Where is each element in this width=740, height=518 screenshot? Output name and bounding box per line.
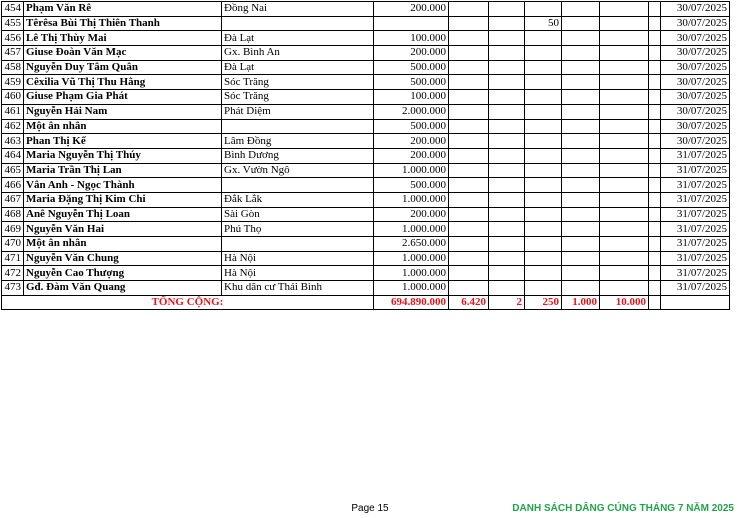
total-col-1: 6.420 [449, 295, 489, 310]
spacer-cell [649, 192, 661, 207]
extra-col-1 [449, 119, 489, 134]
total-col-2: 2 [489, 295, 525, 310]
table-row [2, 266, 730, 281]
total-amount: 694.890.000 [374, 295, 449, 310]
table-row [2, 178, 730, 193]
donation-date: 30/07/2025 [661, 2, 730, 17]
extra-col-3 [525, 237, 562, 252]
donor-name: Nguyễn Hải Nam [24, 104, 222, 119]
extra-col-3 [525, 207, 562, 222]
row-number: 469 [2, 222, 24, 237]
extra-col-5 [600, 148, 649, 163]
table-row [2, 46, 730, 61]
spacer-cell [649, 119, 661, 134]
extra-col-3 [525, 163, 562, 178]
row-number: 456 [2, 31, 24, 46]
extra-col-2 [489, 60, 525, 75]
donation-date: 31/07/2025 [661, 281, 730, 296]
donor-location: Hà Nội [222, 266, 374, 281]
spacer-cell [649, 90, 661, 105]
donor-name: Maria Trần Thị Lan [24, 163, 222, 178]
donor-location: Đà Lạt [222, 31, 374, 46]
donor-name: Têrêsa Bùi Thị Thiên Thanh [24, 16, 222, 31]
table-row [2, 2, 730, 17]
extra-col-1 [449, 178, 489, 193]
donor-location [222, 119, 374, 134]
donation-amount: 100.000 [374, 31, 449, 46]
donation-date: 30/07/2025 [661, 134, 730, 149]
extra-col-3 [525, 90, 562, 105]
table-row [2, 222, 730, 237]
donation-amount: 500.000 [374, 60, 449, 75]
spacer-cell [649, 178, 661, 193]
extra-col-1 [449, 281, 489, 296]
table-row [2, 104, 730, 119]
extra-col-1 [449, 31, 489, 46]
extra-col-1 [449, 207, 489, 222]
donation-amount: 2.000.000 [374, 104, 449, 119]
extra-col-3 [525, 192, 562, 207]
extra-col-3 [525, 75, 562, 90]
donor-name: Cêxilia Vũ Thị Thu Hằng [24, 75, 222, 90]
extra-col-3 [525, 178, 562, 193]
extra-col-5 [600, 163, 649, 178]
spacer-cell [649, 251, 661, 266]
extra-col-5 [600, 31, 649, 46]
row-number: 458 [2, 60, 24, 75]
extra-col-4 [562, 134, 600, 149]
extra-col-3: 50 [525, 16, 562, 31]
spacer-cell [649, 148, 661, 163]
extra-col-2 [489, 237, 525, 252]
row-number: 471 [2, 251, 24, 266]
table-row [2, 192, 730, 207]
row-number: 472 [2, 266, 24, 281]
extra-col-1 [449, 2, 489, 17]
donation-date: 30/07/2025 [661, 60, 730, 75]
donor-name: Gđ. Đàm Văn Quang [24, 281, 222, 296]
spacer-cell [649, 266, 661, 281]
extra-col-2 [489, 192, 525, 207]
extra-col-2 [489, 266, 525, 281]
extra-col-2 [489, 178, 525, 193]
extra-col-5 [600, 16, 649, 31]
extra-col-4 [562, 192, 600, 207]
extra-col-1 [449, 104, 489, 119]
extra-col-4 [562, 119, 600, 134]
extra-col-1 [449, 75, 489, 90]
table-row [2, 60, 730, 75]
donation-date: 31/07/2025 [661, 222, 730, 237]
spacer-cell [649, 16, 661, 31]
donor-location: Lâm Đồng [222, 134, 374, 149]
donor-location [222, 16, 374, 31]
extra-col-3 [525, 148, 562, 163]
extra-col-3 [525, 31, 562, 46]
extra-col-4 [562, 2, 600, 17]
extra-col-2 [489, 31, 525, 46]
donation-amount: 200.000 [374, 2, 449, 17]
donor-name: Giuse Đoàn Văn Mạc [24, 46, 222, 61]
extra-col-1 [449, 251, 489, 266]
donor-name: Maria Nguyễn Thị Thúy [24, 148, 222, 163]
total-label: TỔNG CỘNG: [2, 295, 374, 310]
extra-col-3 [525, 134, 562, 149]
spacer-cell [649, 281, 661, 296]
donation-amount: 1.000.000 [374, 281, 449, 296]
extra-col-1 [449, 222, 489, 237]
extra-col-2 [489, 134, 525, 149]
extra-col-5 [600, 119, 649, 134]
extra-col-1 [449, 90, 489, 105]
extra-col-5 [600, 60, 649, 75]
extra-col-4 [562, 104, 600, 119]
donation-date: 31/07/2025 [661, 163, 730, 178]
extra-col-4 [562, 16, 600, 31]
table-row [2, 134, 730, 149]
extra-col-3 [525, 251, 562, 266]
extra-col-1 [449, 148, 489, 163]
donation-amount: 1.000.000 [374, 222, 449, 237]
donation-date: 31/07/2025 [661, 207, 730, 222]
donor-name: Một ân nhân [24, 237, 222, 252]
spacer-cell [649, 207, 661, 222]
donation-amount: 200.000 [374, 134, 449, 149]
extra-col-4 [562, 222, 600, 237]
extra-col-3 [525, 281, 562, 296]
row-number: 459 [2, 75, 24, 90]
extra-col-1 [449, 46, 489, 61]
donation-date: 31/07/2025 [661, 266, 730, 281]
donor-location: Đồng Nai [222, 2, 374, 17]
row-number: 464 [2, 148, 24, 163]
total-col-4: 1.000 [562, 295, 600, 310]
extra-col-1 [449, 16, 489, 31]
donation-date: 30/07/2025 [661, 119, 730, 134]
donation-date: 30/07/2025 [661, 31, 730, 46]
donation-amount [374, 16, 449, 31]
donation-amount: 200.000 [374, 148, 449, 163]
extra-col-1 [449, 60, 489, 75]
page-number: Page 15 [351, 503, 389, 514]
donor-name: Phạm Văn Rê [24, 2, 222, 17]
donor-location: Đắk Lắk [222, 192, 374, 207]
spacer-cell [649, 31, 661, 46]
extra-col-4 [562, 163, 600, 178]
extra-col-4 [562, 90, 600, 105]
donor-location: Gx. Vườn Ngô [222, 163, 374, 178]
extra-col-2 [489, 46, 525, 61]
spacer-cell [649, 75, 661, 90]
donor-location: Gx. Bình An [222, 46, 374, 61]
row-number: 463 [2, 134, 24, 149]
extra-col-3 [525, 46, 562, 61]
row-number: 465 [2, 163, 24, 178]
row-number: 473 [2, 281, 24, 296]
row-number: 468 [2, 207, 24, 222]
extra-col-5 [600, 207, 649, 222]
extra-col-5 [600, 90, 649, 105]
extra-col-2 [489, 163, 525, 178]
donation-amount: 2.650.000 [374, 237, 449, 252]
table-row [2, 119, 730, 134]
row-number: 460 [2, 90, 24, 105]
extra-col-2 [489, 281, 525, 296]
extra-col-1 [449, 237, 489, 252]
spacer-cell [649, 222, 661, 237]
extra-col-4 [562, 60, 600, 75]
donation-date: 31/07/2025 [661, 192, 730, 207]
donation-amount: 500.000 [374, 178, 449, 193]
donation-date: 30/07/2025 [661, 46, 730, 61]
extra-col-4 [562, 207, 600, 222]
donation-date: 30/07/2025 [661, 90, 730, 105]
row-number: 461 [2, 104, 24, 119]
donation-date: 31/07/2025 [661, 148, 730, 163]
donor-name: Lê Thị Thùy Mai [24, 31, 222, 46]
donation-amount: 100.000 [374, 90, 449, 105]
donor-name: Nguyễn Văn Chung [24, 251, 222, 266]
donor-location: Sóc Trăng [222, 75, 374, 90]
donor-name: Một ân nhân [24, 119, 222, 134]
extra-col-2 [489, 75, 525, 90]
total-col-3: 250 [525, 295, 562, 310]
donor-location: Hà Nội [222, 251, 374, 266]
table-row [2, 75, 730, 90]
donor-name: Phan Thị Kế [24, 134, 222, 149]
extra-col-5 [600, 2, 649, 17]
table-row [2, 251, 730, 266]
extra-col-5 [600, 75, 649, 90]
table-row [2, 163, 730, 178]
row-number: 467 [2, 192, 24, 207]
extra-col-3 [525, 104, 562, 119]
donor-location [222, 178, 374, 193]
extra-col-2 [489, 104, 525, 119]
extra-col-4 [562, 75, 600, 90]
spacer-cell [649, 46, 661, 61]
row-number: 454 [2, 2, 24, 17]
table-row [2, 281, 730, 296]
extra-col-2 [489, 2, 525, 17]
extra-col-5 [600, 134, 649, 149]
extra-col-2 [489, 207, 525, 222]
extra-col-4 [562, 251, 600, 266]
extra-col-5 [600, 251, 649, 266]
extra-col-4 [562, 31, 600, 46]
donation-date: 30/07/2025 [661, 104, 730, 119]
spacer-cell [649, 2, 661, 17]
donation-amount: 200.000 [374, 207, 449, 222]
table-row [2, 148, 730, 163]
extra-col-3 [525, 266, 562, 281]
donation-date: 30/07/2025 [661, 16, 730, 31]
donor-location: Sài Gòn [222, 207, 374, 222]
donor-location: Đà Lạt [222, 60, 374, 75]
extra-col-3 [525, 222, 562, 237]
extra-col-5 [600, 237, 649, 252]
extra-col-2 [489, 222, 525, 237]
donation-table [1, 1, 730, 310]
extra-col-4 [562, 237, 600, 252]
extra-col-3 [525, 60, 562, 75]
extra-col-4 [562, 266, 600, 281]
spacer-cell [649, 104, 661, 119]
extra-col-5 [600, 266, 649, 281]
extra-col-5 [600, 104, 649, 119]
extra-col-2 [489, 90, 525, 105]
donation-date: 31/07/2025 [661, 251, 730, 266]
total-date [661, 295, 730, 310]
donation-amount: 1.000.000 [374, 266, 449, 281]
spacer-cell [649, 60, 661, 75]
extra-col-5 [600, 281, 649, 296]
extra-col-2 [489, 16, 525, 31]
extra-col-3 [525, 2, 562, 17]
donor-name: Anê Nguyễn Thị Loan [24, 207, 222, 222]
donation-amount: 500.000 [374, 75, 449, 90]
total-row [2, 295, 730, 310]
donation-date: 30/07/2025 [661, 75, 730, 90]
donation-amount: 1.000.000 [374, 163, 449, 178]
extra-col-2 [489, 148, 525, 163]
extra-col-1 [449, 192, 489, 207]
spacer-cell [649, 163, 661, 178]
donation-date: 31/07/2025 [661, 178, 730, 193]
donor-location: Bình Dương [222, 148, 374, 163]
row-number: 457 [2, 46, 24, 61]
row-number: 466 [2, 178, 24, 193]
donation-amount: 200.000 [374, 46, 449, 61]
row-number: 470 [2, 237, 24, 252]
donation-amount: 500.000 [374, 119, 449, 134]
extra-col-4 [562, 281, 600, 296]
extra-col-5 [600, 222, 649, 237]
extra-col-5 [600, 192, 649, 207]
donor-name: Maria Đặng Thị Kim Chi [24, 192, 222, 207]
spacer-cell [649, 134, 661, 149]
table-row [2, 90, 730, 105]
donor-name: Nguyễn Văn Hai [24, 222, 222, 237]
extra-col-5 [600, 178, 649, 193]
table-row [2, 16, 730, 31]
table-row [2, 31, 730, 46]
spacer-cell [649, 237, 661, 252]
spacer-cell [649, 295, 661, 310]
donation-amount: 1.000.000 [374, 192, 449, 207]
donor-name: Vân Anh - Ngọc Thành [24, 178, 222, 193]
extra-col-5 [600, 46, 649, 61]
extra-col-2 [489, 251, 525, 266]
table-body [2, 2, 730, 310]
donation-amount: 1.000.000 [374, 251, 449, 266]
donor-name: Nguyễn Cao Thượng [24, 266, 222, 281]
row-number: 455 [2, 16, 24, 31]
donor-location: Phát Diệm [222, 104, 374, 119]
donor-name: Nguyễn Duy Tâm Quân [24, 60, 222, 75]
extra-col-4 [562, 178, 600, 193]
total-col-5: 10.000 [600, 295, 649, 310]
donor-location: Sóc Trăng [222, 90, 374, 105]
donor-name: Giuse Phạm Gia Phát [24, 90, 222, 105]
donor-location [222, 237, 374, 252]
extra-col-2 [489, 119, 525, 134]
donor-location: Phú Thọ [222, 222, 374, 237]
donor-location: Khu dân cư Thái Bình [222, 281, 374, 296]
document-footer-title: DANH SÁCH DÂNG CÚNG THÁNG 7 NĂM 2025 [512, 503, 734, 514]
table-row [2, 207, 730, 222]
extra-col-1 [449, 134, 489, 149]
donation-date: 31/07/2025 [661, 237, 730, 252]
extra-col-1 [449, 163, 489, 178]
extra-col-1 [449, 266, 489, 281]
extra-col-4 [562, 148, 600, 163]
table-row [2, 237, 730, 252]
extra-col-3 [525, 119, 562, 134]
extra-col-4 [562, 46, 600, 61]
row-number: 462 [2, 119, 24, 134]
